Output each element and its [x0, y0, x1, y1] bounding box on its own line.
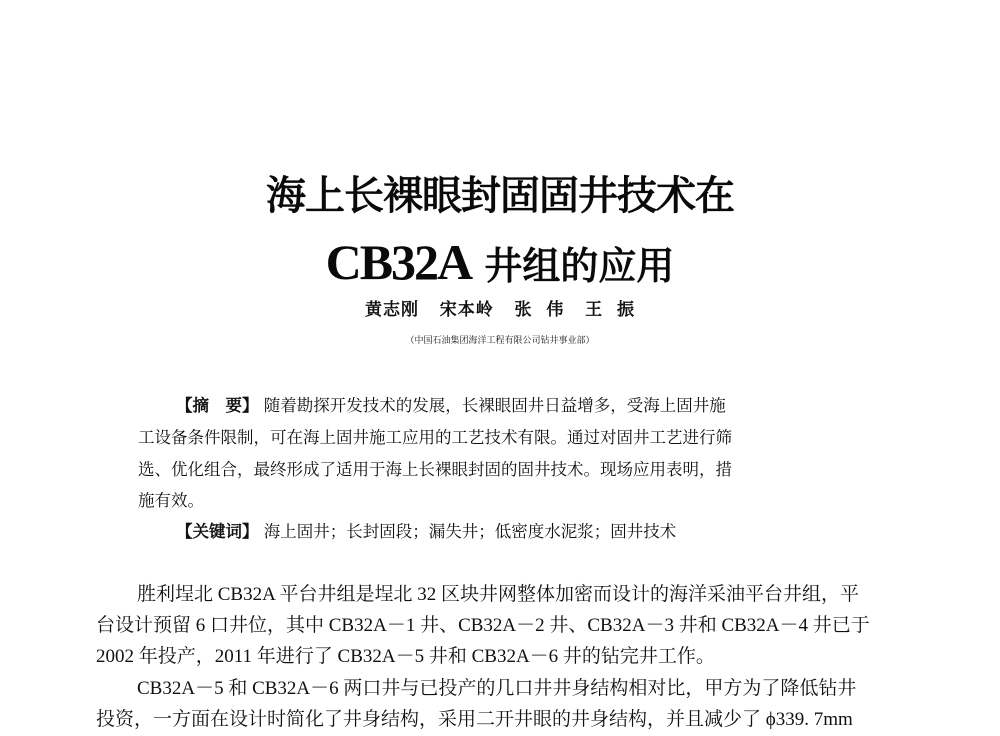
keywords-text: 海上固井；长封固段；漏失井；低密度水泥浆；固井技术: [258, 522, 677, 541]
body-line-1: 胜利埕北 CB32A 平台井组是埕北 32 区块井网整体加密而设计的海洋采油平台井组，平: [137, 584, 860, 605]
abstract-label: 【摘 要】: [176, 396, 259, 415]
title-well-group-code: CB32A: [325, 234, 472, 290]
body-line-4: CB32A－5 和 CB32A－6 两口井与已投产的几口井井身结构相对比，甲方为了降低钻井: [137, 678, 857, 699]
body-line-3: 2002 年投产，2011 年进行了 CB32A－5 井和 CB32A－6 井的钻完井工作。: [96, 646, 715, 667]
abstract-line-2: 工设备条件限制，可在海上固井施工应用的工艺技术有限。通过对固井工艺进行筛: [138, 428, 732, 447]
author-list: 黄志刚 宋本岭 张 伟 王 振: [365, 300, 635, 320]
author-affiliation: （中国石油集团海洋工程有限公司钻井事业部）: [405, 336, 595, 346]
abstract-text-1: 随着勘探开发技术的发展，长裸眼固井日益增多，受海上固井施: [258, 396, 726, 415]
keywords-line: [176, 520, 676, 544]
paper-title-line-1: 海上长裸眼封固固井技术在: [266, 173, 734, 219]
abstract-line-3: 选、优化组合，最终形成了适用于海上长裸眼封固的固井技术。现场应用表明，措: [138, 460, 732, 479]
paper-title-line-2: [0, 232, 1000, 296]
abstract-line-1: [176, 394, 726, 418]
title-line-2-text: 井组的应用: [471, 244, 675, 288]
body-line-5: 投资，一方面在设计时简化了井身结构，采用二开井眼的井身结构，并且减少了 ϕ339. 7mm: [96, 709, 853, 730]
abstract-line-4: 施有效。: [138, 491, 204, 510]
body-line-2: 台设计预留 6 口井位，其中 CB32A－1 井、CB32A－2 井、CB32A－3 井和 CB32A－4 井已于: [96, 615, 870, 636]
keywords-label: 【关键词】: [176, 522, 259, 541]
